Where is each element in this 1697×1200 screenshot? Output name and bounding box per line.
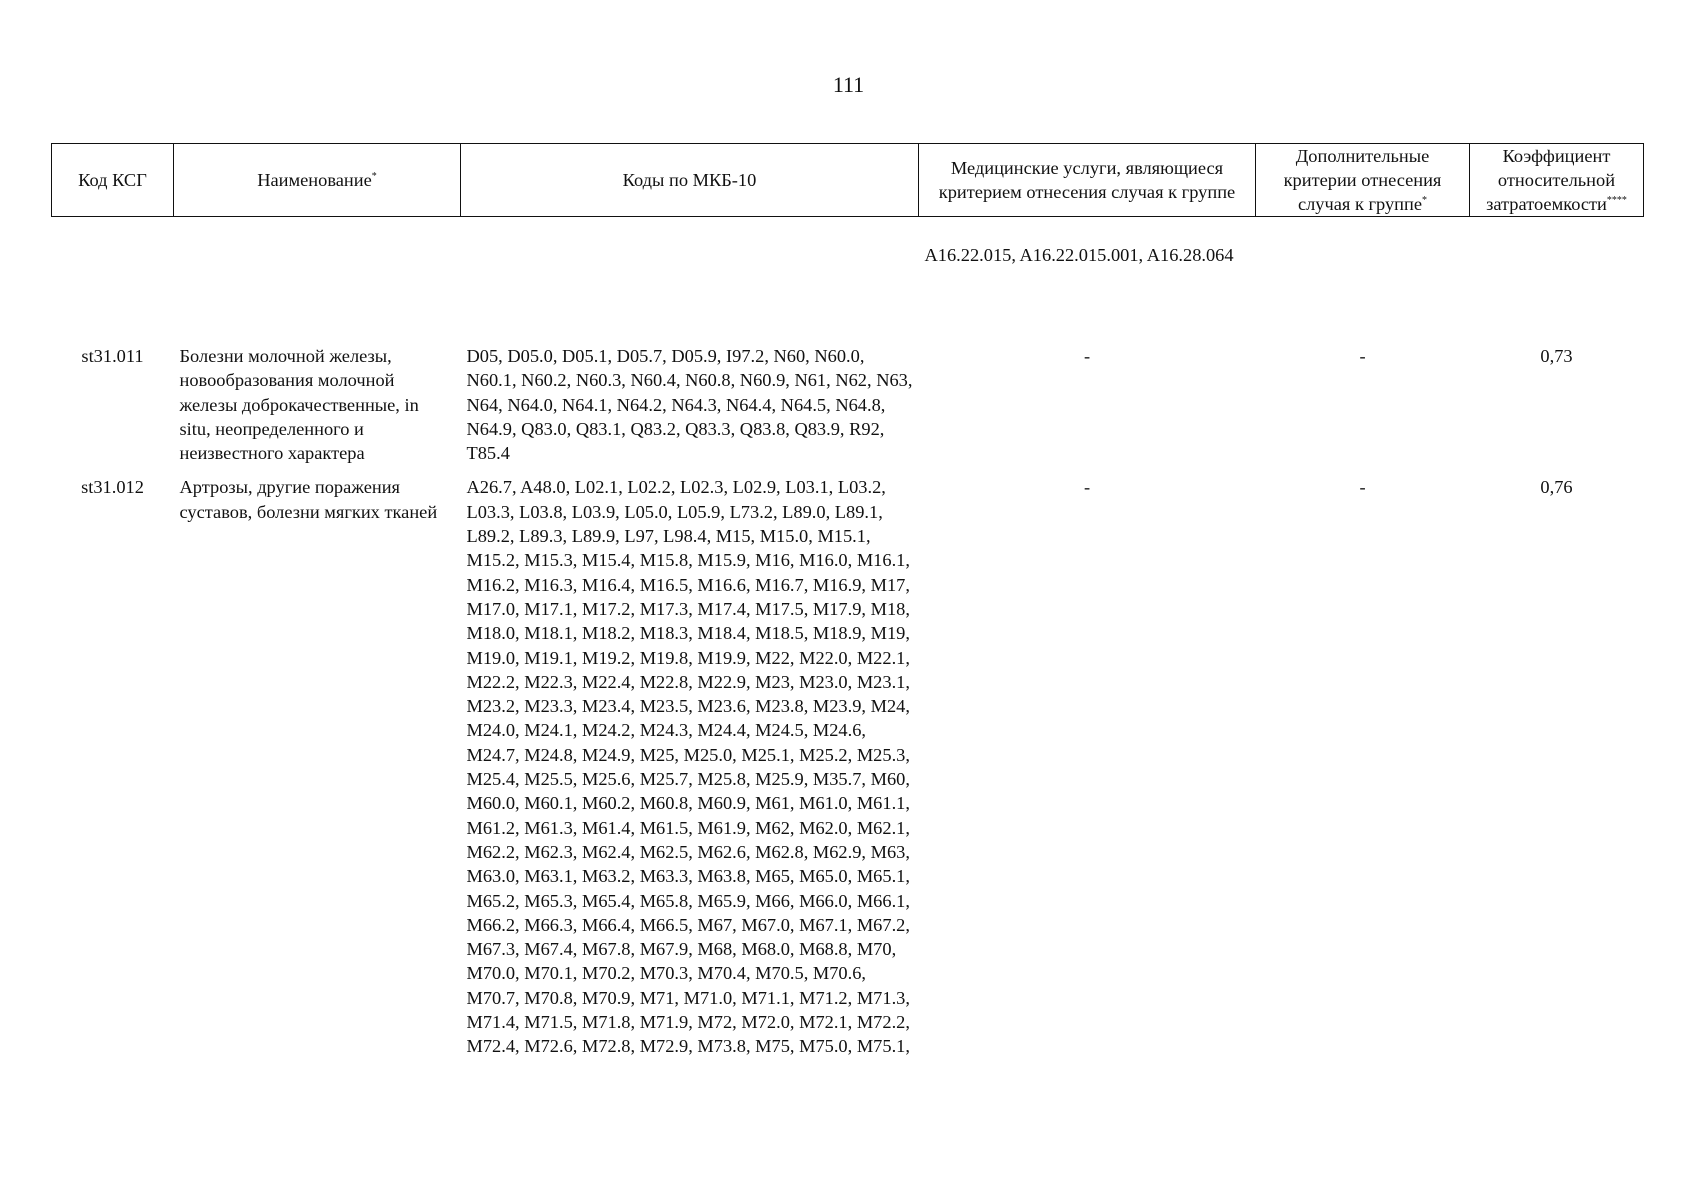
table-row (52, 344, 1644, 475)
header-code: Код КСГ (52, 144, 174, 217)
ksg-code-cell: st31.011 (81, 346, 144, 366)
table-row-continuation (52, 217, 1644, 345)
footnote-mark: * (371, 171, 377, 182)
page-number: 111 (832, 72, 865, 97)
table-row (52, 475, 1644, 1058)
table-header (52, 144, 1644, 217)
ksg-name-cell: Артрозы, другие поражения суставов, болезни мягких тканей (179, 477, 438, 522)
coefficient-cell: 0,76 (1540, 477, 1573, 498)
coefficient-cell: 0,73 (1540, 346, 1573, 366)
ksg-code-cell: st31.012 (81, 477, 144, 498)
header-additional: Дополнительные критерии отнесения случая к группе* (1256, 144, 1470, 217)
services-cell: A16.22.015, A16.22.015.001, A16.28.064 (924, 245, 1234, 265)
additional-criteria-cell: - (1359, 477, 1366, 498)
header-mkb: Коды по МКБ-10 (461, 144, 919, 217)
footnote-mark: * (1422, 195, 1428, 206)
ksg-table (51, 143, 1644, 1059)
header-coef: Коэффициент относительной затратоемкости**** (1470, 144, 1644, 217)
header-services: Медицинские услуги, являющиеся критерием отнесения случая к группе (919, 144, 1256, 217)
ksg-name-cell: Болезни молочной железы, новообразования молочной железы доброкачественные, in situ, неопределенного и неизвестного характера (179, 346, 419, 464)
additional-criteria-cell: - (1359, 346, 1366, 366)
services-cell: - (1083, 477, 1091, 498)
services-cell: - (1083, 346, 1091, 366)
footnote-mark: **** (1606, 195, 1627, 206)
mkb-codes-cell: A26.7, A48.0, L02.1, L02.2, L02.3, L02.9, L03.1, L03.2, L03.3, L03.8, L03.9, L05.0, L05.9, L73.2, L89.0, L89.1, L89.2, L89.3, L89.9, L97, L98.4, M15, M15.0, M15.1, M15.2, M15.3, M15.4, M15.8, M15.9, M16, M16.0, M16.1, M16.2, M16.3, M16.4, M16.5, M16.6, M16.7, M16.9, M17, M17.0, M17.1, M17.2, M17.3, M17.4, M17.5, M17.9, M18, M18.0, M18.1, M18.2, M18.3, M18.4, M18.5, M18.9, M19, M19.0, M19.1, M19.2, M19.8, M19.9, M22, M22.0, M22.1, M22.2, M22.3, M22.4, M22.8, M22.9, M23, M23.0, M23.1, M23.2, M23.3, M23.4, M23.5, M23.6, M23.8, M23.9, M24, M24.0, M24.1, M24.2, M24.3, M24.4, M24.5, M24.6, M24.7, M24.8, M24.9, M25, M25.0, M25.1, M25.2, M25.3, M25.4, M25.5, M25.6, M25.7, M25.8, M25.9, M35.7, M60, M60.0, M60.1, M60.2, M60.8, M60.9, M61, M61.0, M61.1, M61.2, M61.3, M61.4, M61.5, M61.9, M62, M62.0, M62.1, M62.2, M62.3, M62.4, M62.5, M62.6, M62.8, M62.9, M63, M63.0, M63.1, M63.2, M63.3, M63.8, M65, M65.0, M65.1, M65.2, M65.3, M65.4, M65.8, M65.9, M66, M66.0, M66.1, M66.2, M66.3, M66.4, M66.5, M67, M67.0, M67.1, M67.2, M67.3, M67.4, M67.8, M67.9, M68, M68.0, M68.8, M70, M70.0, M70.1, M70.2, M70.3, M70.4, M70.5, M70.6, M70.7, M70.8, M70.9, M71, M71.0, M71.1, M71.2, M71.3, M71.4, M71.5, M71.8, M71.9, M72, M72.0, M72.1, M72.2, M72.4, M72.6, M72.8, M72.9, M73.8, M75, M75.0, M75.1, (466, 477, 910, 1057)
mkb-codes-cell: D05, D05.0, D05.1, D05.7, D05.9, I97.2, N60, N60.0, N60.1, N60.2, N60.3, N60.4, N60.8, N60.9, N61, N62, N63, N64, N64.0, N64.1, N64.2, N64.3, N64.4, N64.5, N64.8, N64.9, Q83.0, Q83.1, Q83.2, Q83.3, Q83.8, Q83.9, R92, T85.4 (466, 346, 913, 464)
header-name: Наименование* (174, 144, 461, 217)
